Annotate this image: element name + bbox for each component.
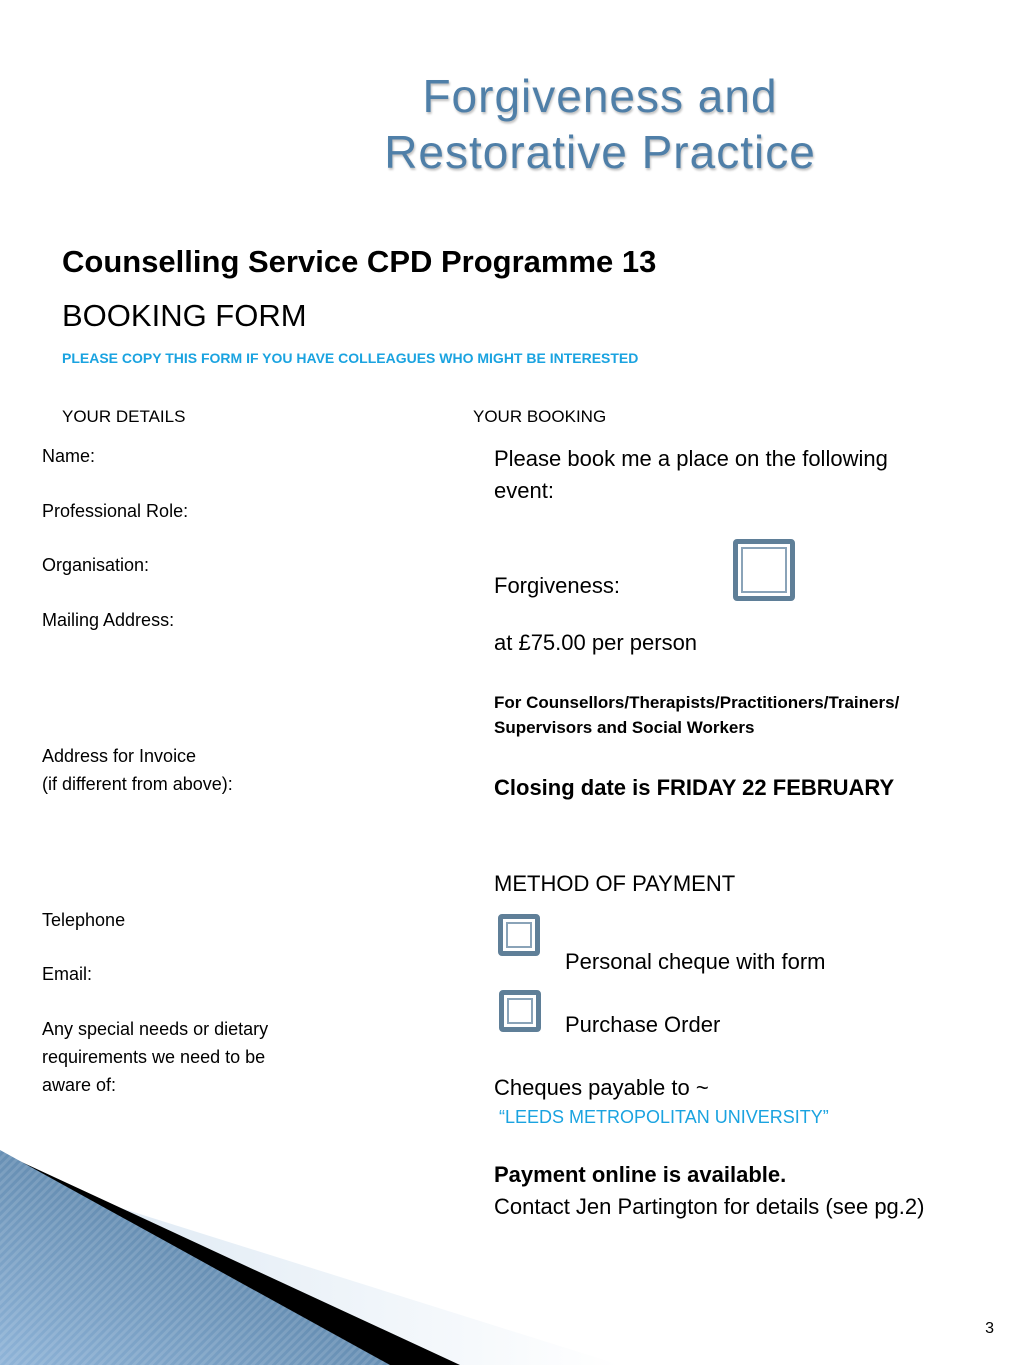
needs-line-2: requirements we need to be: [42, 1047, 266, 1067]
document-title: [300, 68, 900, 180]
needs-line-1: Any special needs or dietary: [42, 1019, 269, 1039]
closing-date: Closing date is FRIDAY 22 FEBRUARY: [494, 775, 895, 800]
booking-header: YOUR BOOKING: [473, 407, 607, 426]
audience-line-1: For Counsellors/Therapists/Practitioners/Trainers/: [494, 693, 900, 712]
intro-line-1: Please book me a place on the following: [494, 446, 888, 471]
purchase-order-checkbox[interactable]: [499, 990, 541, 1032]
mailing-address-label: Mailing Address:: [42, 610, 175, 630]
invoice-line-1: Address for Invoice: [42, 746, 197, 766]
audience-text: [494, 690, 899, 740]
price-text: at £75.00 per person: [494, 630, 698, 655]
programme-heading: Counselling Service CPD Programme 13: [62, 244, 657, 279]
cheque-checkbox[interactable]: [498, 914, 540, 956]
page-number: 3: [985, 1320, 994, 1337]
copy-notice: PLEASE COPY THIS FORM IF YOU HAVE COLLEAGUES WHO MIGHT BE INTERESTED: [62, 350, 639, 366]
organisation-field-label: Organisation:: [42, 555, 150, 575]
role-field-label: Professional Role:: [42, 501, 189, 521]
name-field-label: Name:: [42, 446, 96, 466]
cheques-payable-label: Cheques payable to ~: [494, 1075, 709, 1100]
contact-details: Contact Jen Partington for details (see pg.2): [494, 1194, 925, 1219]
cheque-option-label: Personal cheque with form: [565, 949, 826, 974]
needs-line-3: aware of:: [42, 1075, 117, 1095]
online-payment-note: Payment online is available.: [494, 1162, 787, 1187]
telephone-label: Telephone: [42, 910, 126, 930]
intro-line-2: event:: [494, 478, 554, 503]
form-subheading: BOOKING FORM: [62, 298, 307, 333]
invoice-address-label: [42, 742, 233, 798]
payment-method-header: METHOD OF PAYMENT: [494, 871, 736, 896]
booking-intro: [494, 443, 888, 507]
details-header: YOUR DETAILS: [62, 407, 186, 426]
event-label: Forgiveness:: [494, 573, 620, 598]
payee-name: “LEEDS METROPOLITAN UNIVERSITY”: [499, 1107, 829, 1127]
title-line-2: Restorative Practice: [384, 126, 816, 178]
invoice-line-2: (if different from above):: [42, 774, 233, 794]
special-needs-label: [42, 1015, 268, 1099]
purchase-order-label: Purchase Order: [565, 1012, 721, 1037]
title-line-1: Forgiveness and: [422, 70, 778, 122]
email-label: Email:: [42, 964, 93, 984]
audience-line-2: Supervisors and Social Workers: [494, 718, 755, 737]
event-checkbox[interactable]: [733, 539, 795, 601]
